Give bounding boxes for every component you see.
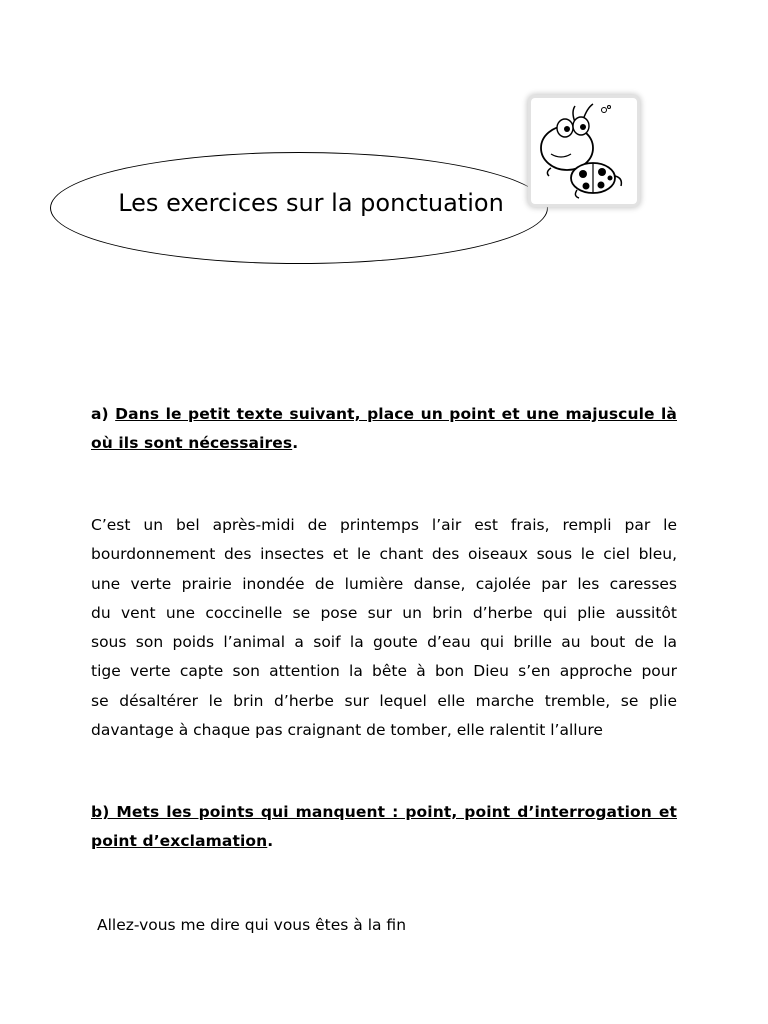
exercise-paragraph [91,511,677,745]
exercise-sentence: Allez-vous me dire qui vous êtes à la fin [97,916,407,934]
instruction-b-text: b) Mets les points qui manquent : point, point d’interrogation et point d’exclamation [91,803,677,850]
paragraph-line: bourdonnement des insectes et le chant des oiseaux sous le ciel bleu, [91,545,677,564]
instruction-a [91,400,677,458]
paragraph-line: une verte prairie inondée de lumière danse, cajolée par les caresses [91,574,677,593]
paragraph-line: tige verte capte son attention la bête à bon Dieu s’en approche pour [91,662,677,681]
page-title: Les exercices sur la ponctuation [118,189,504,217]
instruction-a-text: Dans le petit texte suivant, place un point et une majuscule là où ils sont nécessaires [91,405,677,452]
instruction-b [91,798,677,856]
paragraph-line: davantage à chaque pas craignant de tomber, elle ralentit l’allure [91,721,603,740]
instruction-a-end: . [292,434,299,452]
ladybug-illustration [531,98,637,204]
ladybug-icon [531,98,637,204]
instruction-a-marker: a) [91,405,109,423]
paragraph-line: du vent une coccinelle se pose sur un brin d’herbe qui plie aussitôt [91,603,677,622]
paragraph-line: sous son poids l’animal a soif la goute d’eau qui brille au bout de la [91,633,677,652]
paragraph-line: se désaltérer le brin d’herbe sur lequel elle marche tremble, se plie [91,691,677,710]
paragraph-line: C’est un bel après-midi de printemps l’air est frais, rempli par le [91,516,677,534]
instruction-b-end: . [267,832,274,850]
